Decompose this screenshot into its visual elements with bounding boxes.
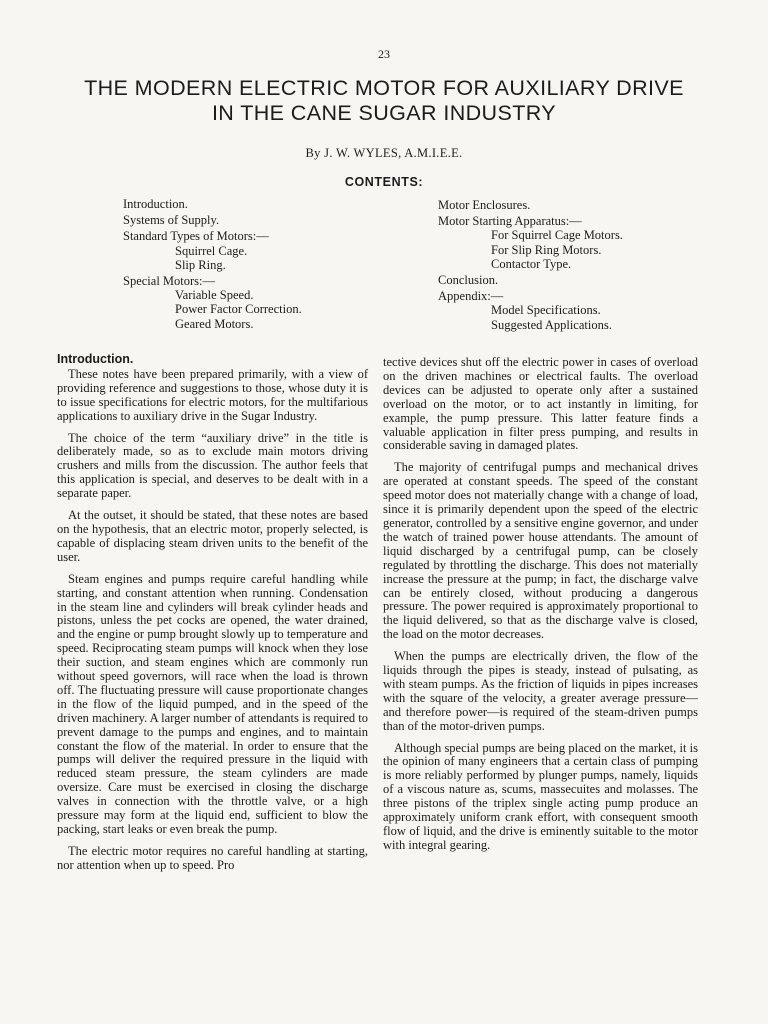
toc-entry: [123, 229, 383, 272]
toc-entry: [438, 198, 698, 212]
toc-entry: [123, 197, 383, 211]
toc-item: Appendix:—: [438, 289, 504, 304]
body-paragraph: These notes have been prepared primarily, with a view of providing reference and suggestions to those, whose duty it is to issue specifications for electric motors, for the multifarious applications to auxiliary drive in the Sugar Industry.: [57, 366, 368, 423]
body-paragraph: Although special pumps are being placed on the market, it is the opinion of many engineers that a certain class of pumping is more reliably performed by plunger pumps, namely, liquids of a viscous nature as, scums, massecuites and molasses. The three pistons of the triplex single acting pump produce an approximately uniform crank effort, with consequent smooth flow of liquid, and the drive is eminently suitable to the motor with integral gearing.: [383, 740, 698, 852]
title-line-2: IN THE CANE SUGAR INDUSTRY: [211, 101, 557, 125]
toc-subitem: Slip Ring.: [175, 257, 226, 272]
contents-list-left: [123, 197, 383, 333]
body-paragraph: At the outset, it should be stated, that these notes are based on the hypothesis, that an electric motor, properly selected, is capable of displacing steam driven units to the benefit of the user.: [57, 508, 368, 564]
body-paragraph: tective devices shut off the electric power in cases of overload on the driven machines or electrical faults. The overload devices can be adjusted to operate only after a sustained overload on the motor, or to act instantly in limiting, for example, the pump pressure. This latter feature finds a valuable application in filter press pumping, and results in considerable saving in damaged plates.: [383, 355, 698, 453]
title-line-1: THE MODERN ELECTRIC MOTOR FOR AUXILIARY DRIVE: [84, 76, 684, 100]
body-column-left: [57, 353, 368, 881]
body-paragraph: The electric motor requires no careful handling at starting, nor attention when up to speed. Pro: [57, 843, 368, 872]
body-paragraph: The choice of the term “auxiliary drive” in the title is deliberately made, so as to exclude main motors driving crushers and mills from the discussion. The author feels that this application is special, and deserves to be dealt with in a separate paper.: [57, 430, 368, 501]
toc-item: Introduction.: [123, 197, 188, 211]
toc-subitem: Suggested Applications.: [491, 317, 612, 332]
toc-subitem: Geared Motors.: [175, 316, 254, 331]
toc-item: Standard Types of Motors:—: [123, 229, 269, 244]
toc-item: Special Motors:—: [123, 274, 216, 289]
body-paragraph: Steam engines and pumps require careful handling while starting, and constant attention when running. Condensation in the steam line and cylinders will break cylinder heads and pistons, unless the pet cocks are opened, the water drained, and the engine or pump brought slowly up to temperature and speed. Reciprocating steam pumps will knock when they lose their suction, and steam engines which are commonly run without speed governors, will race when the load is thrown off. The fluctuating pressure will cause proportionate changes in the flow of the liquid pumped, and in the speed of the driven machinery. A larger number of attendants is required to prevent damage to the pumps and engines, and to maintain constant the flow of the material. In order to ensure that the pumps will deliver the required pressure in the liquid with reduced steam pressure, the steam cylinders are made oversize. Care must be exercised in closing the discharge valves in connection with the throttle valve, or a high pressure may form at the liquid end, sufficient to blow the packing, start leaks or even break the pump.: [57, 571, 368, 836]
toc-item: Conclusion.: [438, 273, 499, 288]
body-paragraph: The majority of centrifugal pumps and mechanical drives are operated at constant speeds. The speed of the constant speed motor does not materially change with a change of load, since it is primarily dependent upon the speed of the electric generator, controlled by a sensitive engine governor, and under the watch of trained power house attendants. The amount of liquid discharged by a centrifugal pump, can be closely regulated by throttling the discharge. This does not materially increase the pressure at the pump; in fact, the discharge valve can be entirely closed, without producing a dangerous pressure. The power required is approximately proportional to the liquid delivered, so that as the discharge valve is closed, the load on the motor decreases.: [383, 460, 698, 642]
toc-entry: [438, 214, 698, 271]
toc-entry: [123, 274, 383, 331]
toc-subitem: Model Specifications.: [491, 303, 601, 318]
toc-entry: [438, 289, 698, 332]
body-paragraph: When the pumps are electrically driven, the flow of the liquids through the pipes is steady, instead of pulsating, as with steam pumps. As the friction of liquids in pipes increases with the square of the velocity, a greater average pressure—and therefore power—is required of the steam-driven pumps than of the motor-driven pumps.: [383, 649, 698, 733]
toc-subitem: For Slip Ring Motors.: [491, 242, 602, 257]
toc-entry: [438, 273, 698, 287]
toc-subitem: For Squirrel Cage Motors.: [491, 228, 623, 243]
toc-item: Motor Starting Apparatus:—: [438, 214, 582, 229]
page-number: 23: [378, 47, 390, 61]
toc-item: Systems of Supply.: [123, 213, 220, 228]
toc-entry: [123, 213, 383, 227]
toc-subitem: Contactor Type.: [491, 256, 572, 271]
contents-heading: CONTENTS:: [344, 175, 424, 189]
toc-subitem: Squirrel Cage.: [175, 243, 248, 258]
author-byline: By J. W. WYLES, A.M.I.E.E.: [305, 146, 463, 160]
contents-list-right: [438, 198, 698, 334]
article-title: [40, 76, 728, 126]
section-heading: Introduction.: [57, 352, 134, 366]
body-column-right: [383, 356, 698, 861]
toc-subitem: Variable Speed.: [175, 288, 254, 303]
toc-subitem: Power Factor Correction.: [175, 302, 302, 317]
toc-item: Motor Enclosures.: [438, 198, 531, 212]
